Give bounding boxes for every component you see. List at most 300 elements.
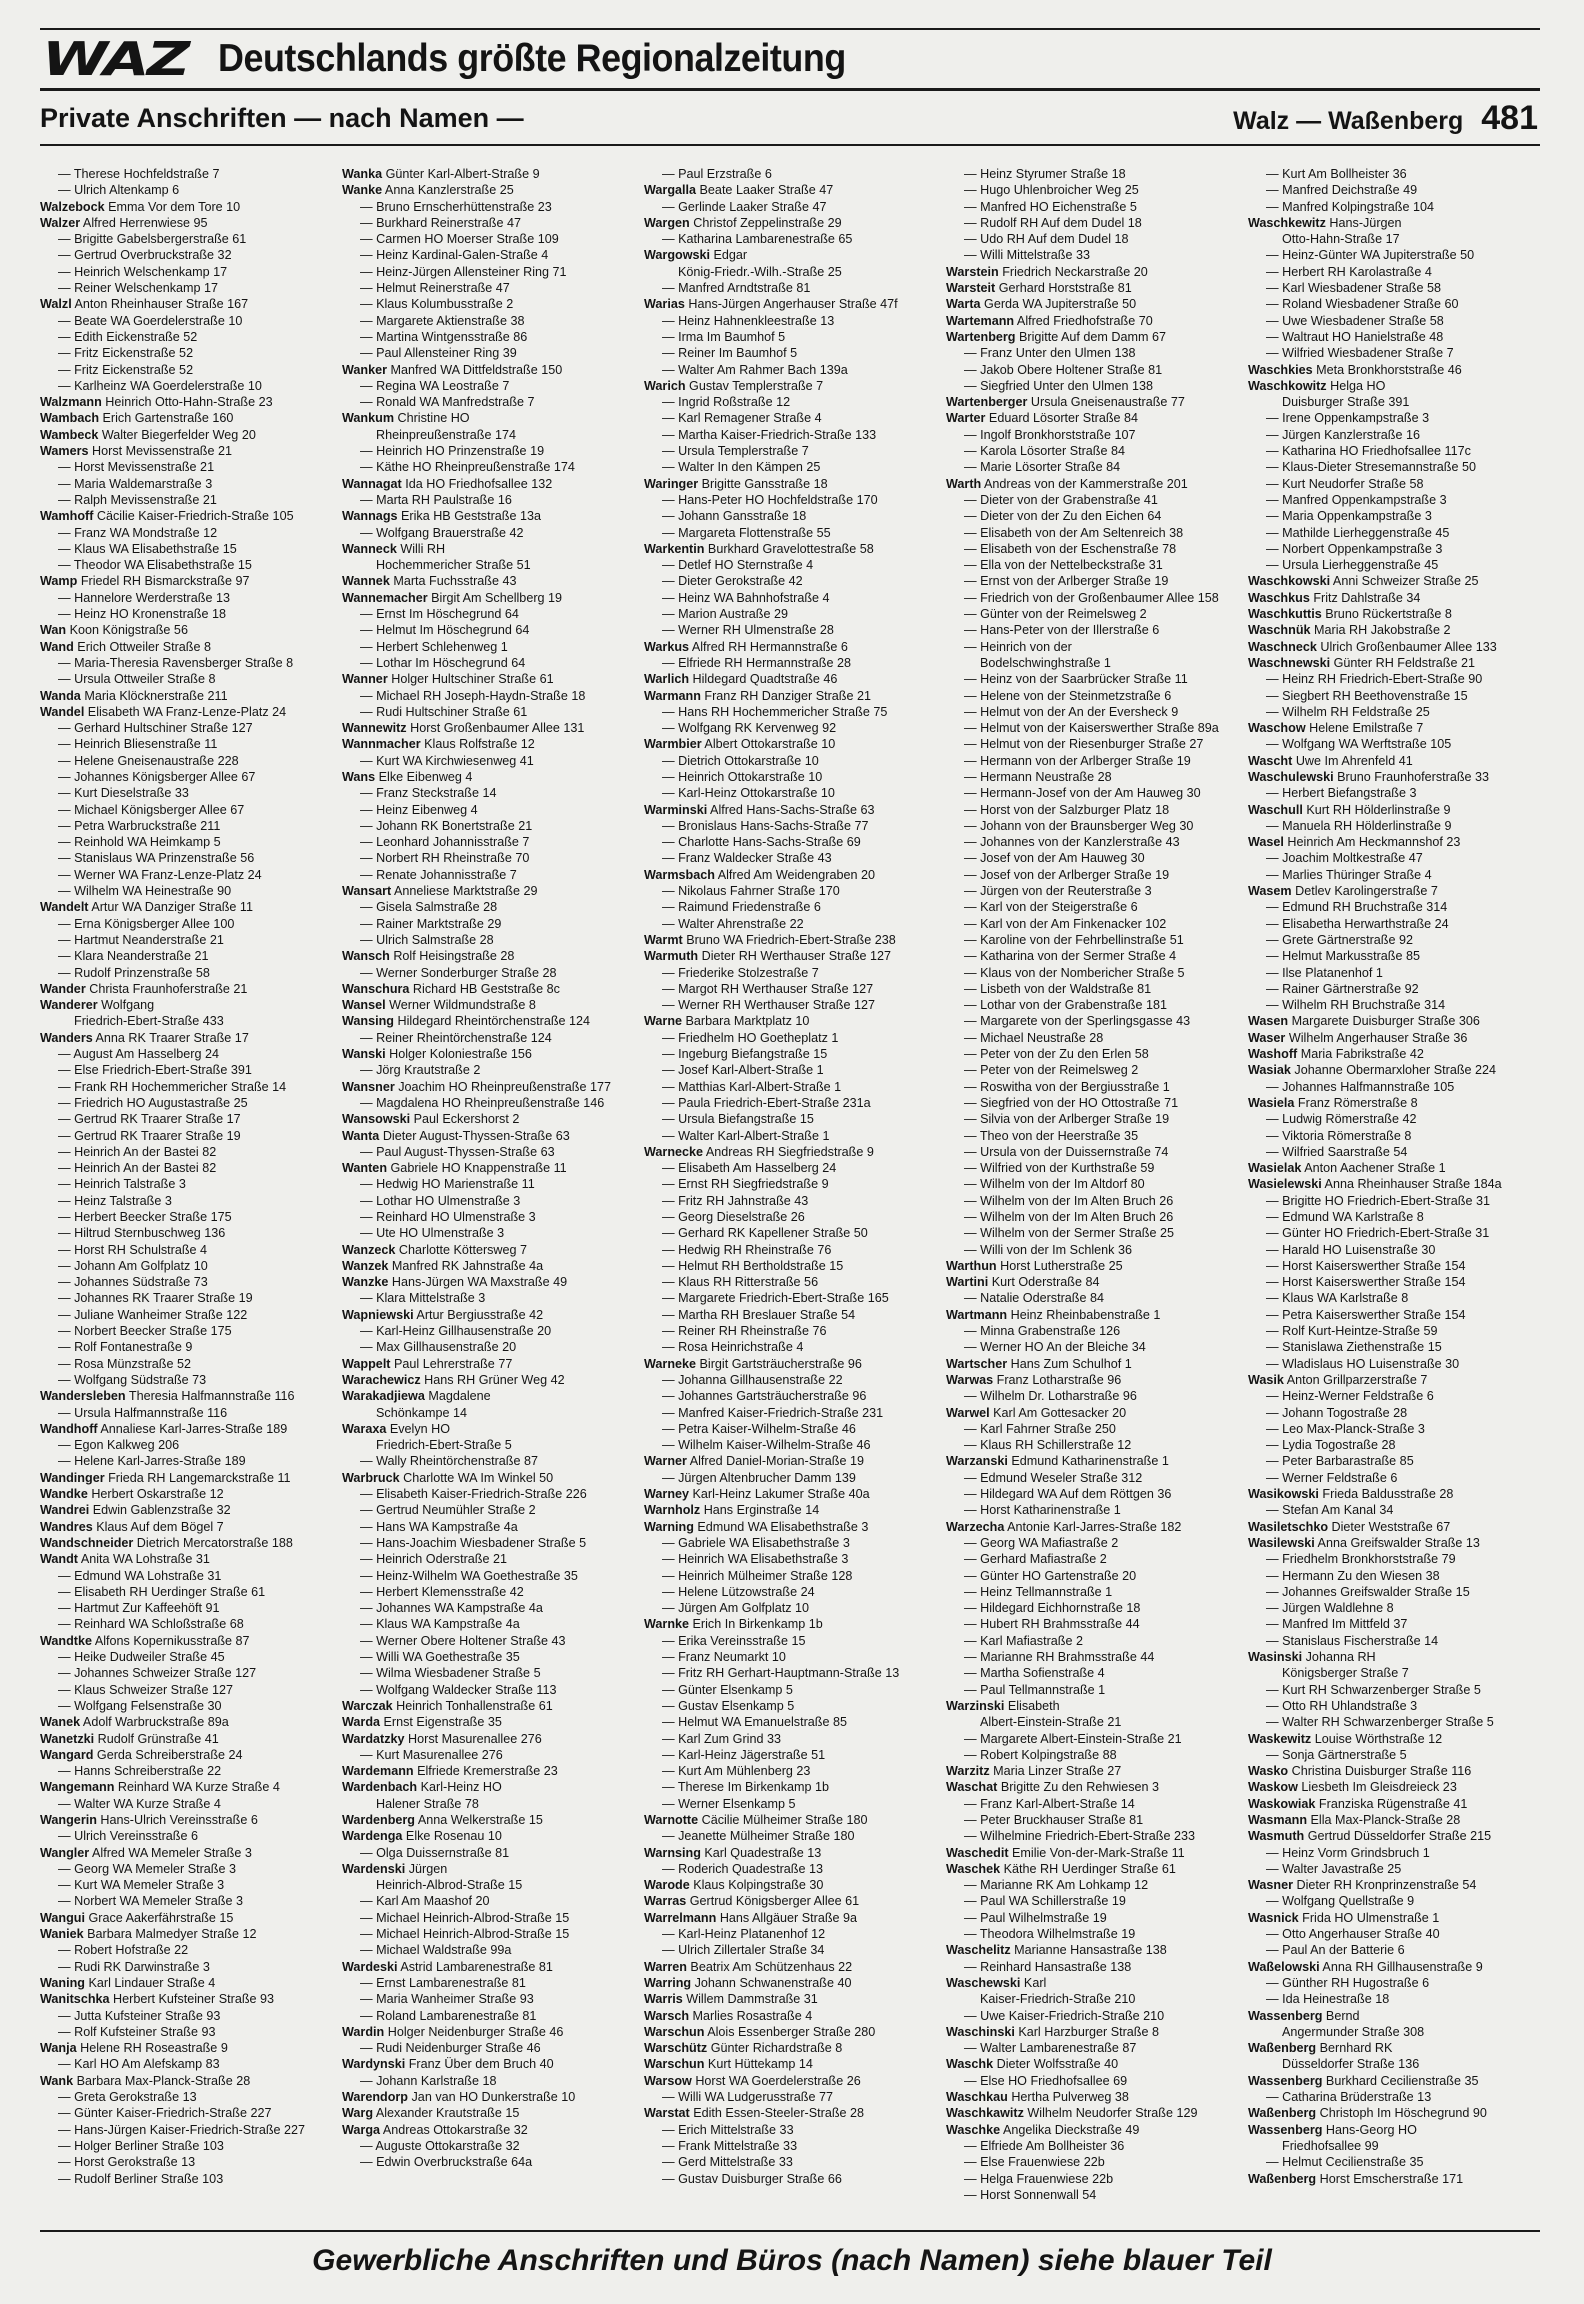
listing-subentry: — Heinz Eibenweg 4 <box>360 802 478 817</box>
listing-entry: Wansart Anneliese Marktstraße 29 <box>342 884 538 899</box>
surname: Wartenberg <box>946 329 1016 344</box>
listing-subentry: — Helmut Reinerstraße 47 <box>360 281 510 296</box>
listing-subentry: — Ernst von der Arlberger Straße 19 <box>964 574 1169 589</box>
listing-entry: Waschat Brigitte Zu den Rehwiesen 3 <box>946 1780 1160 1795</box>
listing-subentry: — Hermann-Josef von der Am Hauweg 30 <box>964 786 1201 801</box>
listing-subentry: — Johann von der Braunsberger Weg 30 <box>964 818 1194 833</box>
listing-subentry: — Hartmut Zur Kaffeehöft 91 <box>58 1601 220 1616</box>
surname: Warnholz <box>644 1503 701 1518</box>
listing-entry: Waschke Angelika Dieckstraße 49 <box>946 2122 1140 2137</box>
listing-subentry: — Hans-Jürgen Kaiser-Friedrich-Straße 227 <box>58 2122 306 2137</box>
footer-rule <box>40 2230 1540 2232</box>
surname: Wandke <box>40 1487 88 1502</box>
listing-subentry: — Rainer Marktstraße 29 <box>360 916 502 931</box>
listing-subentry: — Lisbeth von der Waldstraße 81 <box>964 981 1152 996</box>
listing-entry: Wanja Helene RH Roseastraße 9 <box>40 2041 228 2056</box>
listing-continuation: Duisburger Straße 391 <box>1282 395 1410 410</box>
surname: Warne <box>644 1014 683 1029</box>
surname: Wanner <box>342 672 388 687</box>
listing-entry: Wardatzky Horst Masurenallee 276 <box>342 1731 542 1746</box>
listing-continuation: Heinrich-Albrod-Straße 15 <box>376 1878 523 1893</box>
listing-subentry: — Hedwig HO Marienstraße 11 <box>360 1177 535 1192</box>
listing-subentry: — Nikolaus Fahrner Straße 170 <box>662 884 840 899</box>
listing-subentry: — Reiner RH Rheinstraße 76 <box>662 1324 827 1339</box>
listing-entry: Warnecke Andreas RH Siegfriedstraße 9 <box>644 1144 874 1159</box>
listing-subentry: — Wolfgang Südstraße 73 <box>58 1372 207 1387</box>
listing-column <box>40 166 332 2226</box>
surname: Waschnewski <box>1248 655 1331 670</box>
listing-entry: Wanschura Richard HB Geststraße 8c <box>342 981 560 996</box>
listing-subentry: — Klaus Kolumbusstraße 2 <box>360 297 514 312</box>
surname: Wangerin <box>40 1812 97 1827</box>
listing-columns <box>40 166 1540 2226</box>
listing-subentry: — Friederike Stolzestraße 7 <box>662 965 819 980</box>
listing-subentry: — Peter Barbarastraße 85 <box>1266 1454 1414 1469</box>
listing-subentry: — Kurt Am Bollheister 36 <box>1266 167 1407 181</box>
listing-subentry: — Ulrich Altenkamp 6 <box>58 183 180 198</box>
listing-subentry: — Walter Karl-Albert-Straße 1 <box>662 1128 830 1143</box>
listing-subentry: — Johannes RK Traarer Straße 19 <box>58 1291 253 1306</box>
listing-subentry: — Juliane Wanheimer Straße 122 <box>58 1307 248 1322</box>
listing-subentry: — Bronislaus Hans-Sachs-Straße 77 <box>662 818 869 833</box>
surname: Waschow <box>1248 721 1306 736</box>
listing-entry: Wanneck Willi RH <box>342 541 446 556</box>
surname: Wand <box>40 639 74 654</box>
listing-subentry: — Manfred Kaiser-Friedrich-Straße 231 <box>662 1405 884 1420</box>
listing-subentry: — Karl-Heinz Jägerstraße 51 <box>662 1747 826 1762</box>
listing-entry: Waßenberg Bernhard RK <box>1248 2041 1393 2056</box>
listing-entry: Wasinski Johanna RH <box>1248 1650 1376 1665</box>
listing-subentry: — Johannes Greifswalder Straße 15 <box>1266 1584 1470 1599</box>
surname: Wanzeck <box>342 1242 396 1257</box>
listing-column <box>342 166 634 2226</box>
listing-subentry: — Manfred Im Mittfeld 37 <box>1266 1617 1408 1632</box>
listing-subentry: — Karl-Heinz Gillhausenstraße 20 <box>360 1324 552 1339</box>
listing-entry: Waraxa Evelyn HO <box>342 1421 451 1436</box>
listing-subentry: — Gustav Elsenkamp 5 <box>662 1698 795 1713</box>
listing-entry: Waringer Brigitte Gansstraße 18 <box>644 476 828 491</box>
listing-entry: Waskow Liesbeth Im Gleisdreieck 23 <box>1248 1780 1457 1795</box>
surname: Wardin <box>342 2024 385 2039</box>
surname: Warschun <box>644 2024 705 2039</box>
listing-subentry: — Manfred Kolpingstraße 104 <box>1266 199 1435 214</box>
listing-entry: Wardenberg Anna Welkerstraße 15 <box>342 1812 543 1827</box>
listing-subentry: — Marianne RK Am Lohkamp 12 <box>964 1878 1149 1893</box>
listing-subentry: — Natalie Oderstraße 84 <box>964 1291 1104 1306</box>
footer-note: Gewerbliche Anschriften und Büros (nach Namen) siehe blauer Teil <box>312 2244 1272 2277</box>
page-range-box <box>1233 99 1538 138</box>
listing-entry: Warthun Horst Lutherstraße 25 <box>946 1258 1123 1273</box>
listing-subentry: — Kurt WA Kirchwiesenweg 41 <box>360 753 534 768</box>
surname: Wanja <box>40 2041 77 2056</box>
listing-subentry: — Minna Grabenstraße 126 <box>964 1324 1121 1339</box>
listing-subentry: — Paul Allensteiner Ring 39 <box>360 346 517 361</box>
listing-subentry: — Johann Am Golfplatz 10 <box>58 1258 208 1273</box>
listing-subentry: — Catharina Brüderstraße 13 <box>1266 2090 1432 2105</box>
listing-entry: Wandschneider Dietrich Mercatorstraße 188 <box>40 1535 293 1550</box>
surname: Warich <box>644 378 686 393</box>
listing-subentry: — Therese Hochfeldstraße 7 <box>58 167 220 181</box>
surname: Waschkewitz <box>1248 215 1326 230</box>
listing-subentry: — Erika Vereinsstraße 15 <box>662 1633 806 1648</box>
listing-subentry: — Klara Mittelstraße 3 <box>360 1291 486 1306</box>
surname: Wambeck <box>40 427 99 442</box>
listing-subentry: — Roland Lambarenestraße 81 <box>360 2008 537 2023</box>
listing-subentry: — Helmut von der An der Eversheck 9 <box>964 704 1179 719</box>
listing-subentry: — Friedrich HO Augustastraße 25 <box>58 1095 248 1110</box>
listing-subentry: — Martha Sofienstraße 4 <box>964 1666 1105 1681</box>
surname: Wasen <box>1248 1014 1289 1029</box>
listing-subentry: — Karl-Heinz Ottokarstraße 10 <box>662 786 835 801</box>
masthead-tagline: Deutschlands größte Regionalzeitung <box>218 37 846 80</box>
listing-entry: Warzinski Elisabeth <box>946 1698 1060 1713</box>
listing-subentry: — Ella von der Nettelbeckstraße 31 <box>964 558 1163 573</box>
surname: Wanek <box>40 1715 81 1730</box>
listing-entry: Wappelt Paul Lehrerstraße 77 <box>342 1356 513 1371</box>
listing-subentry: — Joachim Moltkestraße 47 <box>1266 851 1423 866</box>
surname: Warnke <box>644 1617 690 1632</box>
listing-subentry: — Hans RH Hochemmericher Straße 75 <box>662 704 888 719</box>
listing-subentry: — Heinz RH Friedrich-Ebert-Straße 90 <box>1266 672 1483 687</box>
surname: Wartenberger <box>946 395 1028 410</box>
surname: Warode <box>644 1878 690 1893</box>
listing-subentry: — Heinrich Mülheimer Straße 128 <box>662 1568 853 1583</box>
listing-entry: Warda Ernst Eigenstraße 35 <box>342 1715 502 1730</box>
listing-subentry: — Leo Max-Planck-Straße 3 <box>1266 1421 1425 1436</box>
listing-continuation: Düsseldorfer Straße 136 <box>1282 2057 1420 2072</box>
listing-subentry: — Karl Fahrner Straße 250 <box>964 1421 1116 1436</box>
listing-entry: Warkus Alfred RH Hermannstraße 6 <box>644 639 848 654</box>
surname: Wasiletschko <box>1248 1519 1329 1534</box>
listing-entry: Wartenberger Ursula Gneisenaustraße 77 <box>946 395 1185 410</box>
listing-subentry: — Matthias Karl-Albert-Straße 1 <box>662 1079 842 1094</box>
listing-entry: Warakadjiewa Magdalene <box>342 1389 491 1404</box>
listing-subentry: — Beate WA Goerdelerstraße 10 <box>58 313 243 328</box>
listing-entry: Wandke Herbert Oskarstraße 12 <box>40 1487 224 1502</box>
surname: Wandinger <box>40 1470 105 1485</box>
listing-column <box>946 166 1238 2226</box>
surname: Warstein <box>946 264 999 279</box>
listing-subentry: — Gertrud Overbruckstraße 32 <box>58 248 232 263</box>
listing-entry: Wasielak Anton Aachener Straße 1 <box>1248 1161 1446 1176</box>
listing-entry: Walzl Anton Rheinhauser Straße 167 <box>40 297 249 312</box>
listing-subentry: — Heinz WA Bahnhofstraße 4 <box>662 590 830 605</box>
listing-entry: Wansner Joachim HO Rheinpreußenstraße 177 <box>342 1079 612 1094</box>
listing-entry: Wasner Dieter RH Kronprinzenstraße 54 <box>1248 1878 1477 1893</box>
listing-subentry: — Heinz Styrumer Straße 18 <box>964 167 1126 181</box>
listing-entry: Warmuth Dieter RH Werthauser Straße 127 <box>644 949 892 964</box>
listing-subentry: — Friedhelm HO Goetheplatz 1 <box>662 1030 839 1045</box>
surname: Wasielak <box>1248 1161 1302 1176</box>
listing-subentry: — Petra Kaiser-Wilhelm-Straße 46 <box>662 1421 856 1436</box>
listing-continuation: König-Friedr.-Wilh.-Straße 25 <box>678 264 842 279</box>
listing-subentry: — Elisabeth von der Am Seltenreich 38 <box>964 525 1184 540</box>
listing-entry: Warwas Franz Lotharstraße 96 <box>946 1372 1122 1387</box>
listing-entry: Warias Hans-Jürgen Angerhauser Straße 47f <box>644 297 898 312</box>
listing-entry: Warring Johann Schwanenstraße 40 <box>644 1975 852 1990</box>
listing-entry: Wandrei Edwin Gablenzstraße 32 <box>40 1503 231 1518</box>
listing-subentry: — Walter WA Kurze Straße 4 <box>58 1796 221 1811</box>
masthead <box>42 34 900 84</box>
listing-subentry: — Ursula Biefangstraße 15 <box>662 1112 814 1127</box>
surname: Waschneck <box>1248 639 1317 654</box>
listing-subentry: — Klaus-Dieter Stresemannstraße 50 <box>1266 460 1476 475</box>
surname: Warkentin <box>644 541 705 556</box>
surname: Wan <box>40 623 67 638</box>
surname: Wannmacher <box>342 737 421 752</box>
listing-subentry: — Rosa Münzstraße 52 <box>58 1356 191 1371</box>
surname: Wascht <box>1248 753 1293 768</box>
listing-entry: Waschelitz Marianne Hansastraße 138 <box>946 1943 1167 1958</box>
listing-entry: Wasmuth Gertrud Düsseldorfer Straße 215 <box>1248 1829 1492 1844</box>
surname: Warg <box>342 2106 374 2121</box>
surname: Wannewitz <box>342 721 407 736</box>
listing-subentry: — Uwe Kaiser-Friedrich-Straße 210 <box>964 2008 1165 2023</box>
listing-subentry: — Käthe HO Rheinpreußenstraße 174 <box>360 460 575 475</box>
listing-subentry: — Roswitha von der Bergiusstraße 1 <box>964 1079 1170 1094</box>
listing-continuation: Friedrich-Ebert-Straße 5 <box>376 1438 512 1453</box>
listing-subentry: — Raimund Friedenstraße 6 <box>662 900 821 915</box>
surname: Wardenberg <box>342 1812 416 1827</box>
listing-subentry: — Willi von der Im Schlenk 36 <box>964 1242 1132 1257</box>
listing-subentry: — Charlotte Hans-Sachs-Straße 69 <box>662 835 861 850</box>
listing-subentry: — Wilhelm von der Im Alten Bruch 26 <box>964 1193 1174 1208</box>
surname: Waschkuttis <box>1248 607 1322 622</box>
listing-continuation: Albert-Einstein-Straße 21 <box>980 1715 1122 1730</box>
listing-entry: Wartscher Hans Zum Schulhof 1 <box>946 1356 1132 1371</box>
listing-entry: Wansch Rolf Heisingstraße 28 <box>342 949 515 964</box>
surname: Wasielewski <box>1248 1177 1322 1192</box>
listing-entry: Waschkus Fritz Dahlstraße 34 <box>1248 590 1421 605</box>
listing-subentry: — Reiner Welschenkamp 17 <box>58 281 219 296</box>
listing-subentry: — Dieter von der Zu den Eichen 64 <box>964 509 1162 524</box>
listing-subentry: — Heinrich von der <box>964 639 1072 654</box>
listing-subentry: — Wilhelm von der Im Altdorf 80 <box>964 1177 1145 1192</box>
listing-entry: Wangler Alfred WA Memeler Straße 3 <box>40 1845 252 1860</box>
listing-entry: Wascht Uwe Im Ahrenfeld 41 <box>1248 753 1413 768</box>
listing-subentry: — Wilhelm von der Im Alten Bruch 26 <box>964 1210 1174 1224</box>
listing-entry: Warter Eduard Lösorter Straße 84 <box>946 411 1139 426</box>
listing-subentry: — Horst Kaiserswerther Straße 154 <box>1266 1258 1466 1273</box>
listing-entry: Waniek Barbara Malmedyer Straße 12 <box>40 1927 257 1942</box>
listing-subentry: — Ulrich Vereinsstraße 6 <box>58 1829 198 1844</box>
listing-entry: Waschek Käthe RH Uerdinger Straße 61 <box>946 1861 1176 1876</box>
listing-subentry: — Hugo Uhlenbroicher Weg 25 <box>964 183 1139 198</box>
listing-subentry: — Egon Kalkweg 206 <box>58 1438 180 1453</box>
listing-subentry: — Theodor WA Elisabethstraße 15 <box>58 558 252 573</box>
listing-subentry: — Kurt Neudorfer Straße 58 <box>1266 476 1424 491</box>
listing-subentry: — Peter von der Zu den Erlen 58 <box>964 1047 1149 1062</box>
listing-entry: Wandt Anita WA Lohstraße 31 <box>40 1552 210 1567</box>
listing-subentry: — Werner Elsenkamp 5 <box>662 1796 796 1811</box>
listing-subentry: — Gerhard RK Kapellener Straße 50 <box>662 1226 868 1241</box>
listing-subentry: — Ingrid Roßstraße 12 <box>662 395 791 410</box>
listing-subentry: — Stanislaus WA Prinzenstraße 56 <box>58 851 255 866</box>
listing-entry: Wargen Christof Zeppelinstraße 29 <box>644 215 842 230</box>
listing-subentry: — Maria Oppenkampstraße 3 <box>1266 509 1432 524</box>
listing-subentry: — Johann Togostraße 28 <box>1266 1405 1408 1420</box>
listing-subentry: — Theo von der Heerstraße 35 <box>964 1128 1139 1143</box>
listing-entry: Wandres Klaus Auf dem Bögel 7 <box>40 1519 224 1534</box>
listing-subentry: — Martina Wintgensstraße 86 <box>360 329 528 344</box>
listing-entry: Warnholz Hans Erginstraße 14 <box>644 1503 820 1518</box>
listing-subentry: — Franz Neumarkt 10 <box>662 1650 786 1665</box>
surname: Warmbier <box>644 737 702 752</box>
listing-subentry: — Roland Wiesbadener Straße 60 <box>1266 297 1459 312</box>
listing-entry: Wanetzki Rudolf Grünstraße 41 <box>40 1731 219 1746</box>
surname: Waschnük <box>1248 623 1311 638</box>
surname: Wassenberg <box>1248 2122 1323 2137</box>
surname: Warmsbach <box>644 867 715 882</box>
listing-subentry: — Johannes Südstraße 73 <box>58 1275 208 1290</box>
listing-entry: Waßelowski Anna RH Gillhausenstraße 9 <box>1248 1959 1483 1974</box>
surname: Wasiela <box>1248 1095 1295 1110</box>
listing-subentry: — Günther RH Hugostraße 6 <box>1266 1975 1430 1990</box>
listing-subentry: — Klaus WA Kampstraße 4a <box>360 1617 520 1632</box>
listing-subentry: — Elisabeth von der Eschenstraße 78 <box>964 541 1177 556</box>
listing-subentry: — Sonja Gärtnerstraße 5 <box>1266 1747 1407 1762</box>
surname: Warczak <box>342 1698 393 1713</box>
listing-subentry: — Edmund WA Karlstraße 8 <box>1266 1210 1424 1224</box>
surname: Wardenga <box>342 1829 403 1844</box>
listing-entry: Warzanski Edmund Katharinenstraße 1 <box>946 1454 1169 1469</box>
listing-subentry: — Walter Am Rahmer Bach 139a <box>662 362 848 377</box>
listing-subentry: — Marie Lösorter Straße 84 <box>964 460 1121 475</box>
surname: Waskewitz <box>1248 1731 1312 1746</box>
listing-subentry: — Burkhard Reinerstraße 47 <box>360 215 521 230</box>
listing-subentry: — Ursula Lierheggenstraße 45 <box>1266 558 1439 573</box>
surname: Wargen <box>644 215 690 230</box>
surname: Wanski <box>342 1047 386 1062</box>
listing-subentry: — Werner RH Werthauser Straße 127 <box>662 998 876 1013</box>
listing-subentry: — Lothar von der Grabenstraße 181 <box>964 998 1168 1013</box>
surname: Wargowski <box>644 248 711 263</box>
listing-entry: Wartmann Heinz Rheinbabenstraße 1 <box>946 1307 1161 1322</box>
listing-subentry: — Brigitte Gabelsbergerstraße 61 <box>58 232 247 247</box>
listing-subentry: — Auguste Ottokarstraße 32 <box>360 2138 520 2153</box>
surname: Wanten <box>342 1161 388 1176</box>
listing-entry: Warstein Friedrich Neckarstraße 20 <box>946 264 1148 279</box>
listing-entry: Wanderer Wolfgang <box>40 998 155 1013</box>
listing-subentry: — Therese Im Birkenkamp 1b <box>662 1780 830 1795</box>
listing-entry: Warren Beatrix Am Schützenhaus 22 <box>644 1959 853 1974</box>
listing-subentry: — Franz Unter den Ulmen 138 <box>964 346 1136 361</box>
listing-subentry: — Manfred HO Eichenstraße 5 <box>964 199 1137 214</box>
listing-subentry: — Reinhard WA Schloßstraße 68 <box>58 1617 244 1632</box>
listing-subentry: — Wilhelmine Friedrich-Ebert-Straße 233 <box>964 1829 1195 1844</box>
listing-entry: Wannmacher Klaus Rolfstraße 12 <box>342 737 535 752</box>
listing-entry: Wangard Gerda Schreiberstraße 24 <box>40 1747 243 1762</box>
listing-subentry: — Heinz Tellmannstraße 1 <box>964 1584 1113 1599</box>
listing-subentry: — Wolfgang WA Werftstraße 105 <box>1266 737 1452 752</box>
surname: Wanneck <box>342 541 397 556</box>
listing-subentry: — Manuela RH Hölderlinstraße 9 <box>1266 818 1452 833</box>
listing-subentry: — Hildegard WA Auf dem Röttgen 36 <box>964 1487 1172 1502</box>
page-number: 481 <box>1481 98 1538 137</box>
listing-entry: Warwel Karl Am Gottesacker 20 <box>946 1405 1127 1420</box>
surname: Warschütz <box>644 2041 708 2056</box>
listing-subentry: — Gabriele WA Elisabethstraße 3 <box>662 1535 850 1550</box>
listing-continuation: Otto-Hahn-Straße 17 <box>1282 232 1400 247</box>
listing-subentry: — Gertrud RK Traarer Straße 17 <box>58 1112 241 1127</box>
listing-subentry: — Karl Mafiastraße 2 <box>964 1633 1083 1648</box>
listing-subentry: — Walter Lambarenestraße 87 <box>964 2041 1137 2056</box>
surname: Warzecha <box>946 1519 1005 1534</box>
listing-subentry: — Jutta Kufsteiner Straße 93 <box>58 2008 221 2023</box>
listing-subentry: — Johannes Halfmannstraße 105 <box>1266 1079 1455 1094</box>
surname: Wartscher <box>946 1356 1008 1371</box>
listing-continuation: Schönkampe 14 <box>376 1405 468 1420</box>
listing-subentry: — Irene Oppenkampstraße 3 <box>1266 411 1430 426</box>
listing-subentry: — Johannes Gartsträucherstraße 96 <box>662 1389 867 1404</box>
listing-entry: Wangui Grace Aakerfährstraße 15 <box>40 1910 234 1925</box>
surname: Waschewski <box>946 1975 1021 1990</box>
surname: Warris <box>644 1992 683 2007</box>
listing-subentry: — Rolf Kufsteiner Straße 93 <box>58 2024 216 2039</box>
listing-subentry: — Elisabetha Herwarthstraße 24 <box>1266 916 1449 931</box>
listing-subentry: — Norbert WA Memeler Straße 3 <box>58 1894 243 1909</box>
listing-subentry: — Waltraut HO Hanielstraße 48 <box>1266 329 1444 344</box>
listing-continuation: Angermunder Straße 308 <box>1282 2024 1425 2039</box>
listing-entry: Warner Alfred Daniel-Morian-Straße 19 <box>644 1454 865 1469</box>
listing-subentry: — Hedwig RH Rheinstraße 76 <box>662 1242 832 1257</box>
listing-subentry: — Wilhelm RH Bruchstraße 314 <box>1266 998 1446 1013</box>
surname: Waniek <box>40 1927 84 1942</box>
surname: Wanschura <box>342 981 410 996</box>
listing-subentry: — Georg WA Mafiastraße 2 <box>964 1535 1119 1550</box>
listing-subentry: — Gisela Salmstraße 28 <box>360 900 498 915</box>
listing-subentry: — Siegfried Unter den Ulmen 138 <box>964 378 1154 393</box>
listing-subentry: — Herbert Klemensstraße 42 <box>360 1584 524 1599</box>
listing-entry: Waskowiak Franziska Rügenstraße 41 <box>1248 1796 1468 1811</box>
surname: Warthun <box>946 1258 997 1273</box>
listing-subentry: — Wilhelm RH Feldstraße 25 <box>1266 704 1430 719</box>
listing-entry: Wandersleben Theresia Halfmannstraße 116 <box>40 1389 295 1404</box>
listing-subentry: — Jürgen Kanzlerstraße 16 <box>1266 427 1420 442</box>
surname: Wasiak <box>1248 1063 1291 1078</box>
surname: Wasik <box>1248 1372 1284 1387</box>
surname: Warmann <box>644 688 701 703</box>
surname: Wargalla <box>644 183 697 198</box>
listing-subentry: — Heinrich An der Bastei 82 <box>58 1144 217 1159</box>
listing-subentry: — Ursula Ottweiler Straße 8 <box>58 672 216 687</box>
listing-subentry: — Karl von der Am Finkenacker 102 <box>964 916 1167 931</box>
listing-subentry: — Margareta Flottenstraße 55 <box>662 525 831 540</box>
listing-subentry: — Mathilde Lierheggenstraße 45 <box>1266 525 1450 540</box>
listing-subentry: — Siegbert RH Beethovenstraße 15 <box>1266 688 1468 703</box>
listing-subentry: — Wolfgang Felsenstraße 30 <box>58 1698 222 1713</box>
surname: Wamp <box>40 574 78 589</box>
listing-entry: Wasmann Ella Max-Planck-Straße 28 <box>1248 1812 1461 1827</box>
listing-subentry: — Fritz RH Gerhart-Hauptmann-Straße 13 <box>662 1666 900 1681</box>
listing-entry: Wanker Manfred WA Dittfeldstraße 150 <box>342 362 563 377</box>
listing-subentry: — Stanislawa Ziethenstraße 15 <box>1266 1340 1442 1355</box>
listing-entry: Wannemacher Birgit Am Schellberg 19 <box>342 590 563 605</box>
listing-entry: Waschkies Meta Bronkhorststraße 46 <box>1248 362 1462 377</box>
listing-subentry: — Klaus von der Nombericher Straße 5 <box>964 965 1185 980</box>
surname: Warren <box>644 1959 687 1974</box>
listing-entry: Wasko Christina Duisburger Straße 116 <box>1248 1764 1472 1779</box>
listing-subentry: — Reiner Im Baumhof 5 <box>662 346 798 361</box>
listing-entry: Wardemann Elfriede Kremerstraße 23 <box>342 1764 558 1779</box>
listing-subentry: — Ludwig Römerstraße 42 <box>1266 1112 1417 1127</box>
listing-subentry: — Hanns Schreiberstraße 22 <box>58 1764 222 1779</box>
listing-subentry: — Kurt Masurenallee 276 <box>360 1747 503 1762</box>
listing-subentry: — Jürgen Altenbrucher Damm 139 <box>662 1470 856 1485</box>
listing-entry: Wasiela Franz Römerstraße 8 <box>1248 1095 1418 1110</box>
listing-entry: Wardenski Jürgen <box>342 1861 448 1876</box>
listing-subentry: — Wolfgang Quellstraße 9 <box>1266 1894 1415 1909</box>
